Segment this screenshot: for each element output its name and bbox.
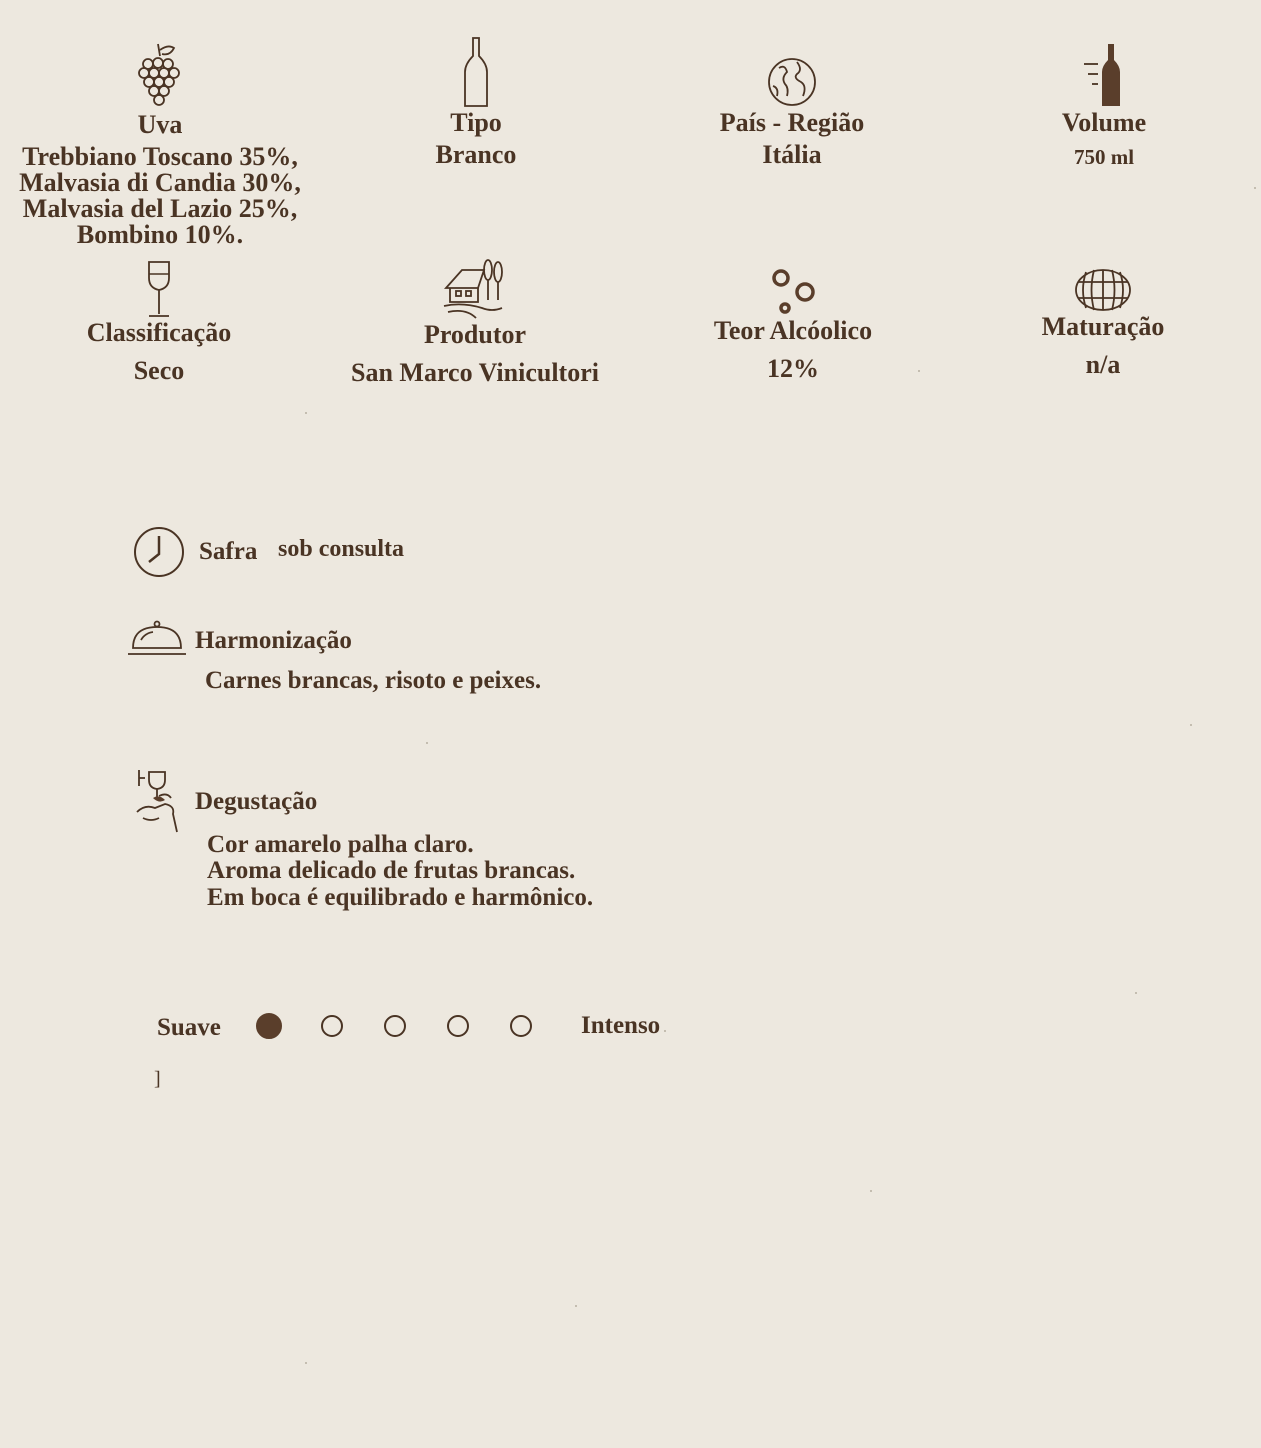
spec-uva xyxy=(10,42,310,248)
spec-produtor-label: Produtor xyxy=(423,320,527,349)
harmonizacao-label: Harmonização xyxy=(195,627,352,654)
spec-uva-label: Uva xyxy=(137,110,183,139)
bubbles-icon xyxy=(769,266,817,316)
spec-classificacao xyxy=(59,260,259,384)
harmonizacao-value: Carnes brancas, risoto e peixes. xyxy=(205,667,542,694)
safra-label: Safra xyxy=(199,538,258,565)
spec-volume xyxy=(1004,42,1204,170)
spec-volume-value: 750 ml xyxy=(1073,145,1135,169)
intensity-dot-5 xyxy=(510,1015,532,1037)
safra-value: sob consulta xyxy=(278,536,405,562)
spec-teor-label: Teor Alcóolico xyxy=(713,316,873,345)
spec-volume-label: Volume xyxy=(1061,108,1147,137)
spec-uva-value-4: Bombino 10%. xyxy=(76,220,244,249)
intensity-dot-1 xyxy=(256,1013,282,1039)
spec-tipo xyxy=(376,36,576,168)
tasting-hand-icon xyxy=(135,768,181,834)
degustacao-line-1: Cor amarelo palha claro. xyxy=(207,831,474,858)
spec-pais-value: Itália xyxy=(762,140,822,169)
degustacao-label: Degustação xyxy=(195,788,318,815)
spec-tipo-label: Tipo xyxy=(450,108,502,137)
barrel-icon xyxy=(1074,268,1132,312)
winery-icon xyxy=(442,258,508,320)
spec-maturacao-value: n/a xyxy=(1085,350,1121,379)
cloche-icon xyxy=(127,620,187,656)
wine-glass-icon xyxy=(145,260,173,318)
intensity-min-label: Suave xyxy=(157,1014,221,1041)
degustacao-line-3: Em boca é equilibrado e harmônico. xyxy=(207,884,594,911)
spec-teor-value: 12% xyxy=(767,354,819,383)
spec-produtor xyxy=(325,258,625,386)
spec-teor xyxy=(683,266,903,382)
bottle-filled-icon xyxy=(1082,42,1126,108)
globe-icon xyxy=(767,56,817,108)
stray-mark: ] xyxy=(154,1068,161,1090)
intensity-dot-2 xyxy=(321,1015,343,1037)
bottle-outline-icon xyxy=(463,36,489,108)
spec-pais xyxy=(672,56,912,168)
clock-icon xyxy=(133,526,185,578)
spec-maturacao-label: Maturação xyxy=(1041,312,1165,341)
spec-classificacao-value: Seco xyxy=(133,356,185,385)
intensity-dot-4 xyxy=(447,1015,469,1037)
spec-classificacao-label: Classificação xyxy=(86,318,232,347)
degustacao-line-2: Aroma delicado de frutas brancas. xyxy=(207,857,576,884)
intensity-max-label: Intenso xyxy=(581,1012,661,1039)
spec-tipo-value: Branco xyxy=(435,140,517,169)
spec-uva-value-1: Trebbiano Toscano 35%, xyxy=(22,142,298,171)
spec-uva-value-3: Malvasia del Lazio 25%, xyxy=(22,194,298,223)
grapes-icon xyxy=(138,42,182,110)
spec-produtor-value: San Marco Vinicultori xyxy=(351,358,599,387)
spec-uva-value-2: Malvasia di Candia 30%, xyxy=(19,168,301,197)
intensity-dot-3 xyxy=(384,1015,406,1037)
spec-pais-label: País - Região xyxy=(719,108,865,137)
spec-maturacao xyxy=(1003,268,1203,378)
